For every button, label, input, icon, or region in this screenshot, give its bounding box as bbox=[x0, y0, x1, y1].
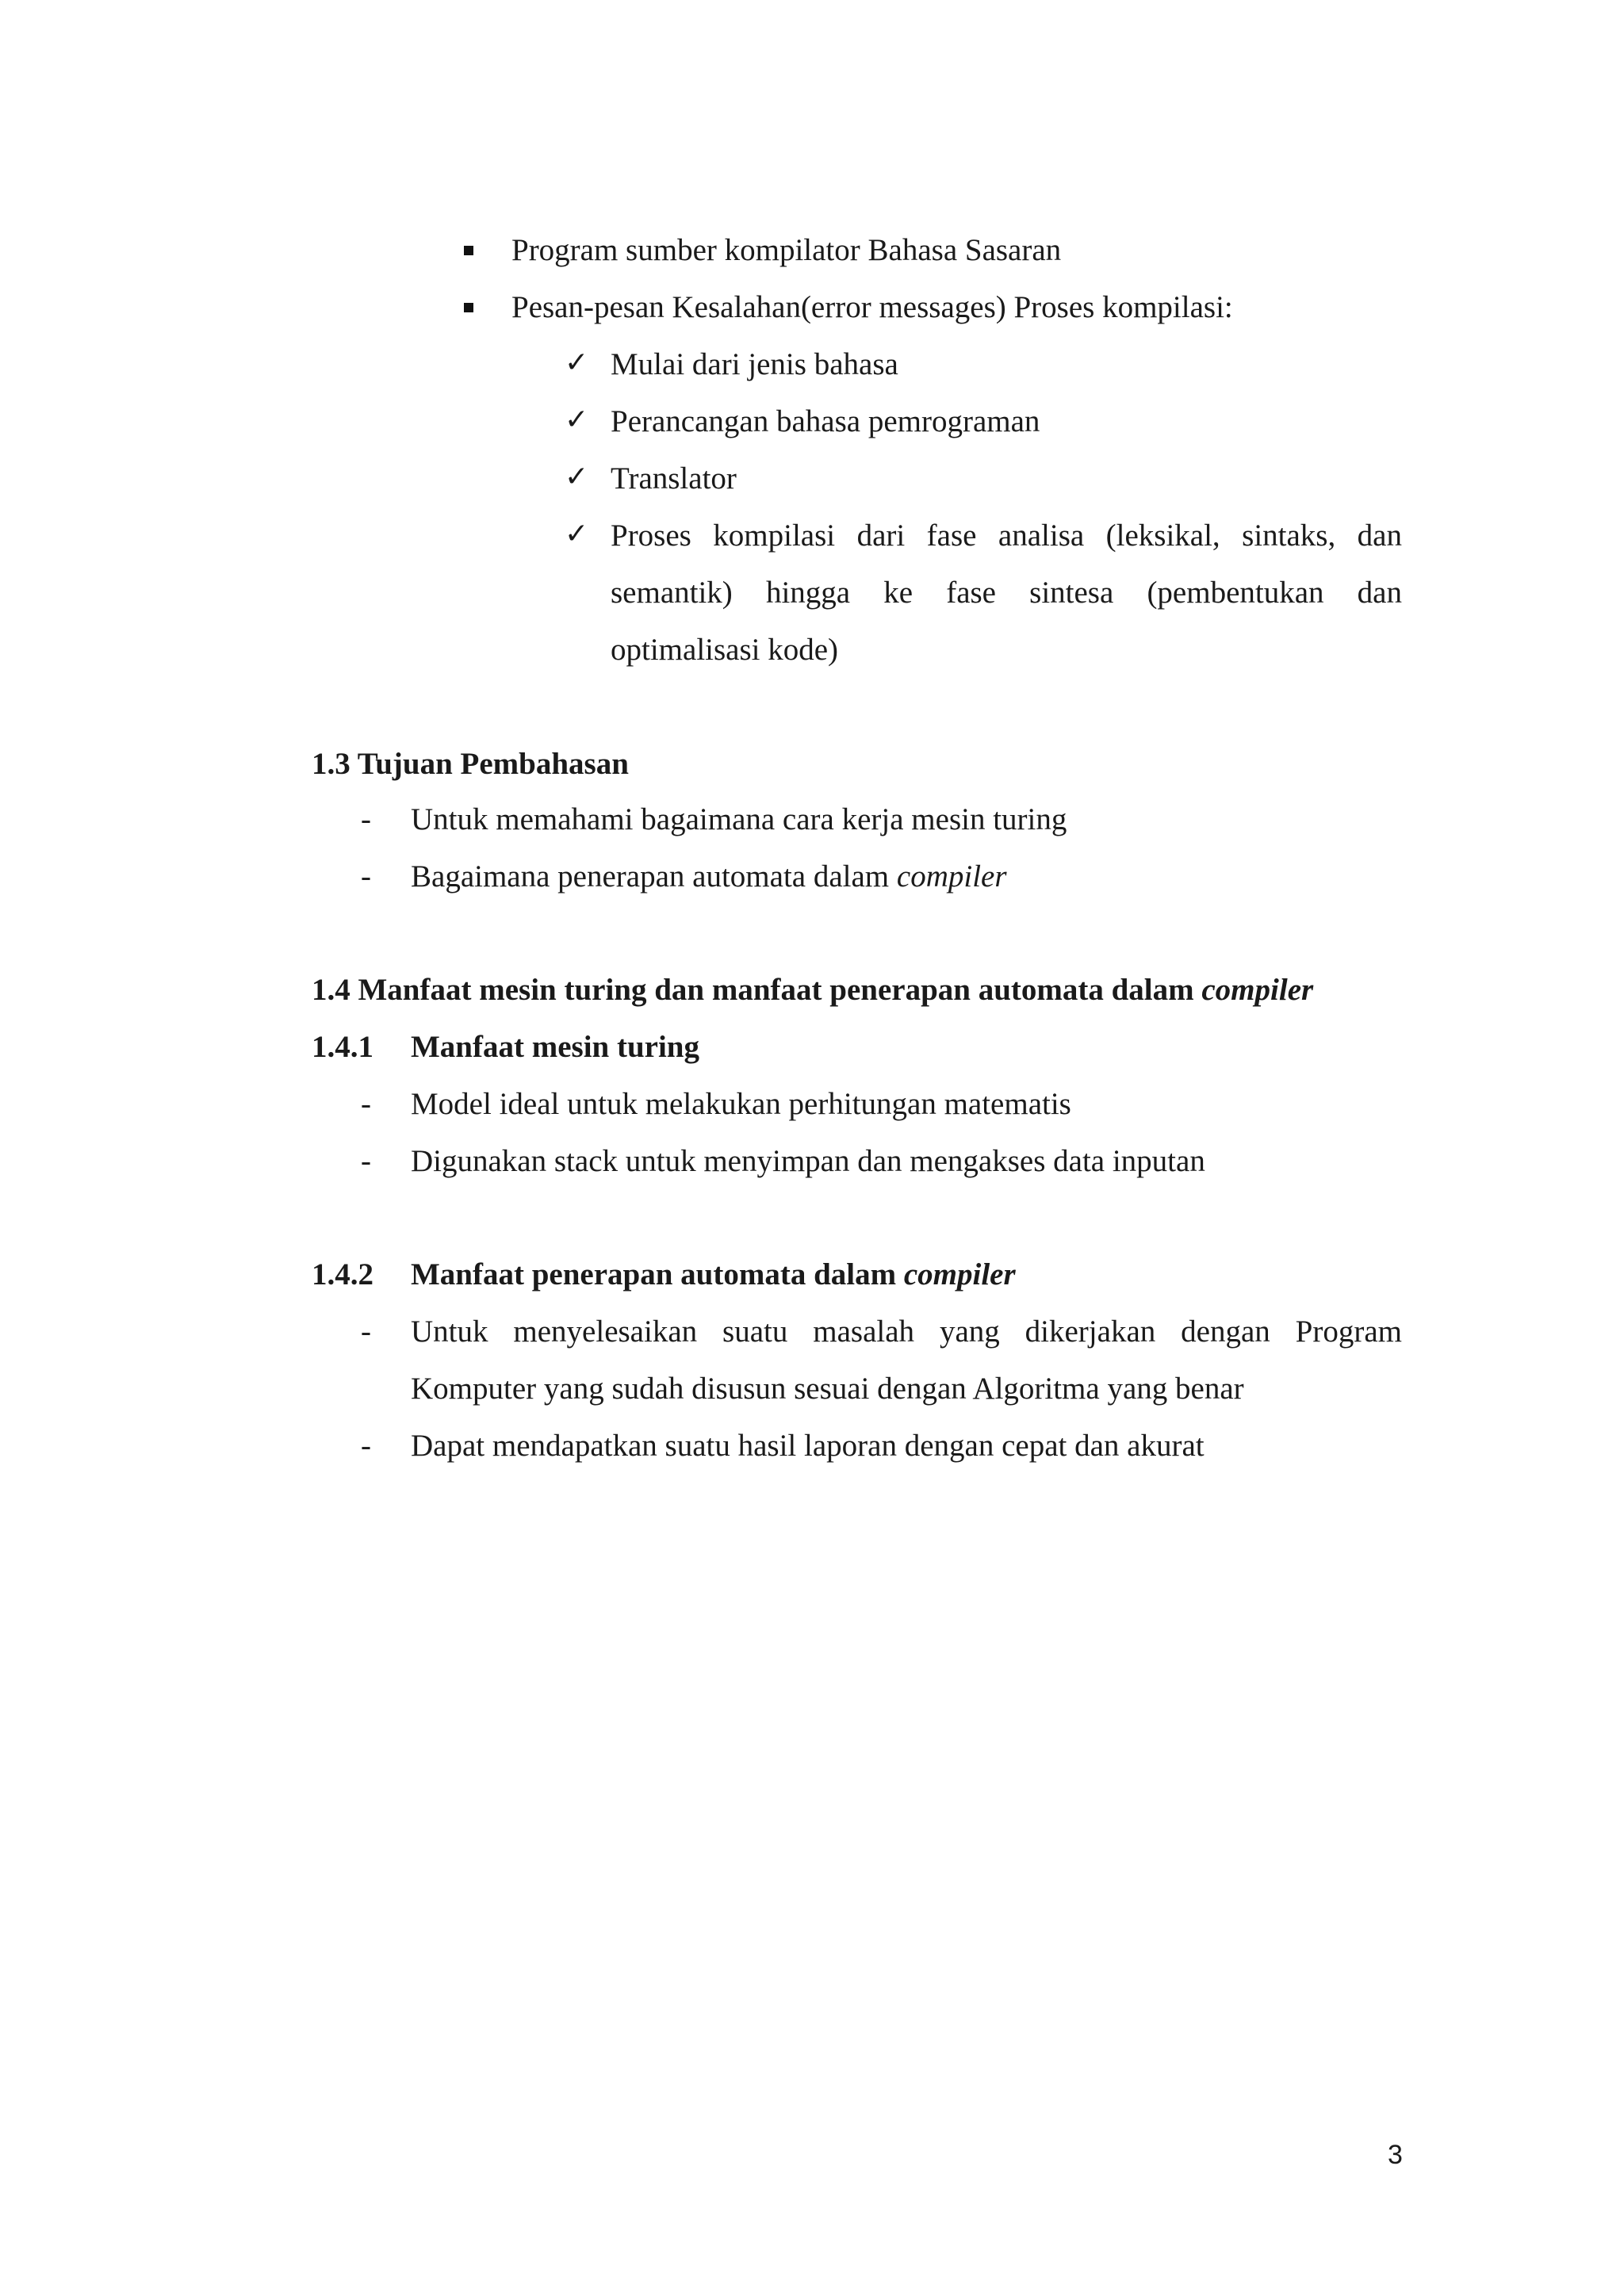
subsection-title bbox=[411, 1256, 1016, 1294]
square-bullet-icon bbox=[464, 303, 473, 312]
check-item: Mulai dari jenis bahasa bbox=[611, 347, 898, 381]
list-item-line: Komputer yang sudah disusun sesuai dengan Algoritma yang benar bbox=[411, 1372, 1244, 1406]
bullet-item: Program sumber kompilator Bahasa Sasaran bbox=[511, 233, 1062, 267]
list-item: Untuk memahami bagaimana cara kerja mesin turing bbox=[411, 802, 1067, 836]
list-item-line: Untuk menyelesaikan suatu masalah yang dikerjakan dengan Program bbox=[411, 1314, 1402, 1349]
page-number: 3 bbox=[1388, 2140, 1403, 2170]
checkmark-icon: ✓ bbox=[565, 346, 589, 379]
checkmark-icon: ✓ bbox=[565, 518, 589, 550]
check-item-line: semantik) hingga ke fase sintesa (pembentukan dan bbox=[611, 576, 1402, 610]
subsection-number: 1.4.1 bbox=[312, 1030, 373, 1064]
section-heading bbox=[312, 971, 1313, 1009]
checkmark-icon: ✓ bbox=[565, 461, 589, 493]
check-item-line: optimalisasi kode) bbox=[611, 633, 839, 667]
dash-bullet: - bbox=[361, 1314, 371, 1349]
check-item: Perancangan bahasa pemrograman bbox=[611, 404, 1040, 438]
list-item: Digunakan stack untuk menyimpan dan mengakses data inputan bbox=[411, 1144, 1205, 1178]
list-item-emphasis: compiler bbox=[896, 859, 1007, 894]
square-bullet-icon bbox=[464, 246, 473, 255]
check-item-line: Proses kompilasi dari fase analisa (leksikal, sintaks, dan bbox=[611, 519, 1402, 553]
list-item-text: Bagaimana penerapan automata dalam bbox=[411, 859, 897, 894]
section-heading-emphasis: compiler bbox=[1201, 973, 1314, 1007]
section-heading: 1.3 Tujuan Pembahasan bbox=[312, 747, 629, 781]
check-item: Translator bbox=[611, 461, 737, 496]
dash-bullet: - bbox=[361, 1144, 371, 1178]
dash-bullet: - bbox=[361, 1429, 371, 1463]
checkmark-icon: ✓ bbox=[565, 404, 589, 436]
list-item: Model ideal untuk melakukan perhitungan matematis bbox=[411, 1087, 1071, 1121]
section-heading-text: 1.4 Manfaat mesin turing dan manfaat penerapan automata dalam bbox=[312, 973, 1202, 1007]
list-item: Dapat mendapatkan suatu hasil laporan dengan cepat dan akurat bbox=[411, 1429, 1205, 1463]
subsection-number: 1.4.2 bbox=[312, 1257, 373, 1292]
bullet-item: Pesan-pesan Kesalahan(error messages) Proses kompilasi: bbox=[511, 290, 1233, 324]
subsection-title-emphasis: compiler bbox=[903, 1257, 1016, 1292]
list-item bbox=[411, 858, 1007, 896]
dash-bullet: - bbox=[361, 1087, 371, 1121]
dash-bullet: - bbox=[361, 802, 371, 836]
subsection-title: Manfaat mesin turing bbox=[411, 1030, 699, 1064]
subsection-title-text: Manfaat penerapan automata dalam bbox=[411, 1257, 904, 1292]
dash-bullet: - bbox=[361, 859, 371, 894]
